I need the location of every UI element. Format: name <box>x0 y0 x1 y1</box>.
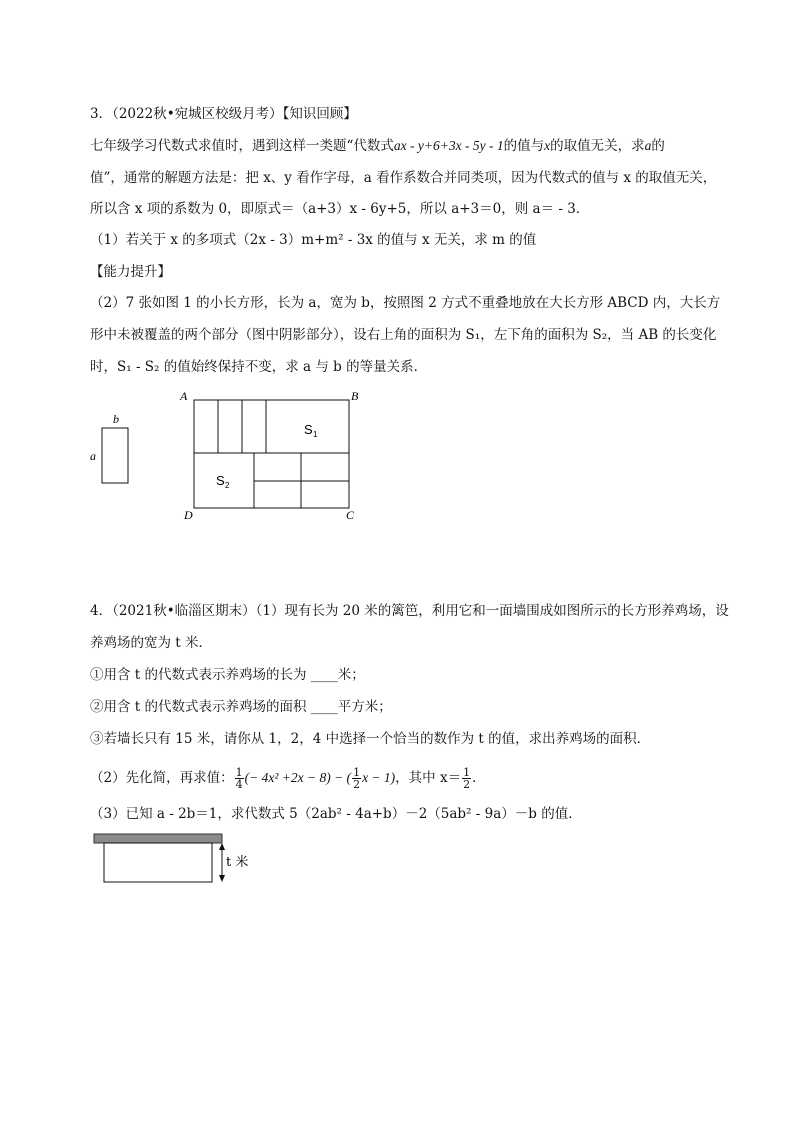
q3-para2: 值”，通常的解题方法是：把 x、y 看作字母，a 看作系数合并同类项，因为代数式的值与 x 的取值无关， <box>90 170 717 186</box>
vertex-a: A <box>180 389 188 403</box>
q3-para1-text-e: 的取值无关，求 <box>550 138 645 154</box>
q4-period: ． <box>472 770 486 786</box>
q4-line2: 养鸡场的宽为 t 米． <box>90 635 213 651</box>
q3-part2-line1: （2）7 张如图 1 的小长方形，长为 a，宽为 b，按照图 2 方式不重叠地放在大长方形 ABCD 内，大长方 <box>90 295 721 311</box>
q4-number: 4 <box>90 603 99 619</box>
fraction-one-quarter <box>235 767 244 790</box>
q3-part1: （1）若关于 x 的多项式（2x - 3）m+m² - 3x 的值与 x 无关，求 m 的值 <box>90 232 537 248</box>
frac-num: 1 <box>353 766 361 779</box>
q4-part2-prefix: （2）先化简，再求值： <box>90 770 234 786</box>
frac-den: 2 <box>353 778 361 791</box>
q3-part2-line2: 形中未被覆盖的两个部分（图中阴影部分），设右上角的面积为 S₁，左下角的面积为 S₂，当 AB 的长变化 <box>90 327 717 343</box>
q3-para1 <box>90 136 665 156</box>
q4-source-part1: ．（2021秋•临淄区期末）（1）现有长为 20 米的篱笆，利用它和一面墙围成如图所示的长方形养鸡场，设 <box>98 603 729 619</box>
q3-para1-text-a: 七年级学习代数式求值时，遇到这样一类题“代数式 <box>90 138 394 154</box>
q4-expr-end: x − 1) <box>362 770 396 785</box>
q3-header <box>90 104 357 124</box>
q3-para1-expr: ax - y+6+3x - 5y - 1 <box>393 138 504 153</box>
q3-para3: 所以含 x 项的系数为 0，即原式＝（a+3）x - 6y+5，所以 a+3＝0，则 a＝ - 3． <box>90 201 590 217</box>
label-b: b <box>113 412 119 426</box>
width-label: t 米 <box>226 855 249 870</box>
arrow-head-top <box>219 843 225 850</box>
q3-figure-2 <box>176 388 366 524</box>
vertex-d: D <box>184 508 193 522</box>
q3-part2-line3: 时，S₁ - S₂ 的值始终保持不变，求 a 与 b 的等量关系． <box>90 359 428 375</box>
q3-para1-var-x: x <box>544 138 551 153</box>
q3-number: 3 <box>90 106 99 122</box>
vertex-c: C <box>346 508 355 522</box>
rectangle-abcd <box>194 400 349 508</box>
small-rectangle <box>102 428 128 483</box>
label-s2-sub: 2 <box>225 481 230 490</box>
vertex-b: B <box>351 389 359 403</box>
q3-para1-text-g: 的 <box>651 138 665 154</box>
wall <box>94 834 222 843</box>
q3-source: ．（2022秋•宛城区校级月考）【知识回顾】 <box>98 106 357 122</box>
frac-num: 1 <box>235 766 243 779</box>
q4-part2 <box>90 764 486 792</box>
frac-den: 2 <box>463 778 471 791</box>
frac-num: 1 <box>463 766 471 779</box>
q4-part3: （3）已知 a - 2b＝1，求代数式 5（2ab² - 4a+b）－2（5ab² - 9a）－b 的值． <box>90 806 582 822</box>
fraction-x-value <box>462 767 471 790</box>
q3-ability-heading: 【能力提升】 <box>90 264 171 280</box>
q3-figure-1 <box>86 410 136 490</box>
q4-item2: ②用含 t 的代数式表示养鸡场的面积 ____平方米； <box>90 699 392 715</box>
q3-para1-var-a: a <box>644 138 652 153</box>
fraction-one-half <box>352 767 361 790</box>
q4-header <box>90 601 729 621</box>
arrow-head-bottom <box>219 875 225 882</box>
label-s2: S <box>216 473 225 488</box>
label-s1: S <box>304 422 313 437</box>
label-s1-sub: 1 <box>313 430 318 439</box>
q3-para1-text-c: 的值与 <box>503 138 545 154</box>
q4-item3: ③若墙长只有 15 米，请你从 1，2，4 中选择一个恰当的数作为 t 的值，求出养鸡场的面积． <box>90 731 651 747</box>
frac-den: 4 <box>235 778 243 791</box>
q4-part2-where: ，其中 x＝ <box>395 770 462 786</box>
farm-rectangle <box>104 843 212 882</box>
q4-item1: ①用含 t 的代数式表示养鸡场的长为 ____米； <box>90 667 365 683</box>
q4-expr-mid: (− 4x² +2x − 8) − ( <box>244 770 352 785</box>
label-a: a <box>90 449 96 463</box>
q4-figure-chicken-farm <box>90 832 260 888</box>
